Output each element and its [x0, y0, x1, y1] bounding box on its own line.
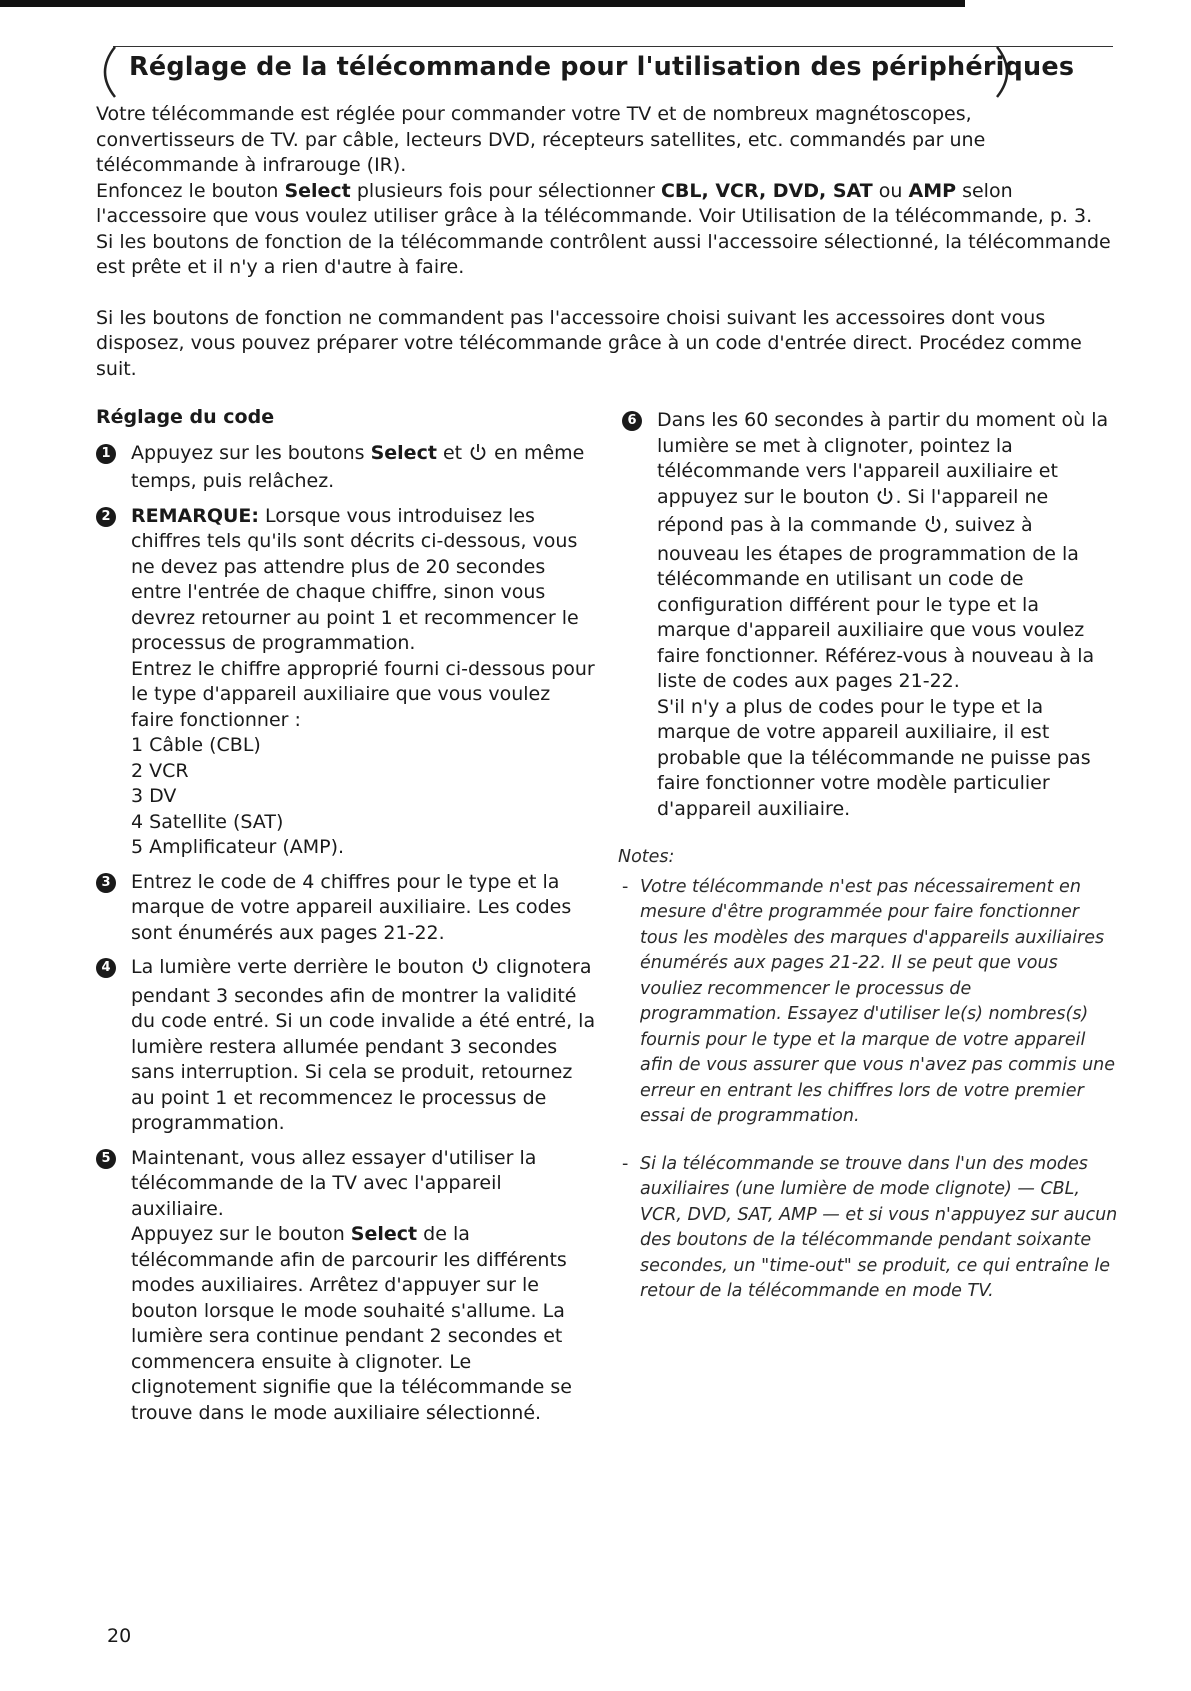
- power-icon: [468, 442, 488, 470]
- text-run: selon l'accessoire que vous voulez utiliser grâce à la télécommande. Voir Utilisation de la télécommande, p. 3.: [96, 179, 1093, 227]
- device-option: 2 VCR: [131, 759, 189, 782]
- step-5-text: Maintenant, vous allez essayer d'utiliser la télécommande de la TV avec l'appareil auxiliaire.: [131, 1146, 537, 1220]
- text-run: clignotera pendant 3 secondes afin de montrer la validité du code entré. Si un code invalide a été entré, la lumière restera allumée pendant 3 secondes sans interruption. Si cela se produit, retournez au point 1 et recommencez le processus de programmation.: [131, 956, 596, 1134]
- right-column: [622, 408, 1112, 831]
- top-rule: [0, 0, 965, 7]
- note-bullet: -: [622, 876, 629, 897]
- page-number: 20: [107, 1625, 132, 1647]
- intro-paragraph-1: Votre télécommande est réglée pour commander votre TV et de nombreux magnétoscopes, convertisseurs de TV. par câble, lecteurs DVD, récepteurs satellites, etc. commandés par une télécommande à infrarouge (IR).: [96, 103, 986, 176]
- step-number: 3: [96, 873, 116, 893]
- step-6: [622, 408, 1112, 822]
- section-title-box: [93, 44, 1113, 100]
- step-number: 5: [96, 1149, 116, 1169]
- text-run: , suivez à nouveau les étapes de programmation de la télécommande en utilisant un code de configuration différent pour le type et la marque d'appareil auxiliaire que vous voulez faire fonctionner. Référez-vous à nouveau à la liste de codes aux pages 21-22.: [657, 514, 1095, 692]
- notes-label: Notes:: [618, 847, 675, 867]
- step-4: [96, 955, 596, 1137]
- remark-label: REMARQUE:: [131, 504, 260, 527]
- text-run: Lorsque vous introduisez les chiffres tels qu'ils sont décrits ci-dessous, vous ne devez pas attendre plus de 20 secondes entre l'entrée de chaque chiffre, sinon vous devrez retourner au point 1 et recommencer le processus de programmation.: [131, 504, 579, 654]
- power-icon: [875, 486, 895, 514]
- select-button-ref: Select: [370, 441, 437, 464]
- intro-paragraph-2: [96, 179, 1116, 230]
- note-text: Votre télécommande n'est pas nécessairement en mesure d'être programmée pour faire fonctionner tous les modèles des marques d'appareils auxiliaires énumérés aux pages 21-22. Il se peut que vous vouliez recommencer le processus de programmation. Essayez d'utiliser le(s) nombres(s) fournis pour le type et la marque de votre appareil afin de vous assurer que vous n'avez pas commis une erreur en entrant les chiffres lors de votre premier essai de programmation.: [640, 876, 1116, 1126]
- power-icon: [470, 956, 490, 984]
- intro-paragraph-4: Si les boutons de fonction ne commandent pas l'accessoire choisi suivant les accessoires dont vous disposez, vous pouvez préparer votre télécommande grâce à un code d'entrée direct. Procédez comme suit.: [96, 306, 1082, 380]
- step-number: 1: [96, 444, 116, 464]
- select-button-ref: Select: [350, 1223, 418, 1245]
- left-column: [96, 405, 596, 1435]
- text-run: de la télécommande afin de parcourir les différents modes auxiliaires. Arrêtez d'appuyer sur le bouton lorsque le mode souhaité s'allume. La lumière sera continue pendant 2 secondes et commencera ensuite à clignoter. Le clignotement signifie que la télécommande se trouve dans le mode auxiliaire sélectionné.: [131, 1223, 572, 1424]
- intro-text: [96, 102, 1116, 382]
- amp-mode-ref: AMP: [908, 179, 957, 202]
- note-item: [618, 1152, 1118, 1305]
- text-run: Appuyez sur les boutons: [131, 441, 371, 464]
- step-6-followup: S'il n'y a plus de codes pour le type et la marque de votre appareil auxiliaire, il est probable que la télécommande ne puisse pas faire fonctionner votre modèle particulier d'appareil auxiliaire.: [657, 695, 1091, 820]
- text-run: Appuyez sur le bouton: [131, 1223, 351, 1245]
- text-run: plusieurs fois pour sélectionner: [350, 179, 661, 202]
- intro-paragraph-3: Si les boutons de fonction de la télécommande contrôlent aussi l'accessoire sélectionné, la télécommande est prête et il n'y a rien d'autre à faire.: [96, 230, 1111, 278]
- step-2-instruction: Entrez le chiffre approprié fourni ci-dessous pour le type d'appareil auxiliaire que vous voulez faire fonctionner :: [131, 657, 595, 731]
- step-5: [96, 1146, 596, 1427]
- text-run: et: [436, 441, 469, 464]
- section-heading: Réglage du code: [96, 406, 275, 428]
- step-2: [96, 504, 596, 861]
- text-run: La lumière verte derrière le bouton: [131, 956, 471, 978]
- text-run: ou: [872, 179, 909, 202]
- note-item: [618, 875, 1118, 1130]
- step-number: 6: [622, 411, 642, 431]
- step-number: 2: [96, 507, 116, 527]
- text-run: Enfoncez le bouton: [96, 179, 285, 202]
- power-icon: [923, 514, 943, 542]
- note-text: Si la télécommande se trouve dans l'un des modes auxiliaires (une lumière de mode clignote) — CBL, VCR, DVD, SAT, AMP — et si vous n'appuyez sur aucun des boutons de la télécommande pendant soixante secondes, un "time-out" se produit, ce qui entraîne le retour de la télécommande en mode TV.: [640, 1153, 1118, 1301]
- notes-section: [618, 845, 1118, 1327]
- mode-list-ref: CBL, VCR, DVD, SAT: [660, 179, 873, 202]
- device-option: 3 DV: [131, 785, 177, 807]
- note-bullet: -: [622, 1153, 629, 1174]
- text-run: . Si l'appareil ne répond pas à la commande: [657, 485, 1049, 536]
- text-run: en même temps, puis relâchez.: [131, 441, 585, 492]
- step-3-text: Entrez le code de 4 chiffres pour le type et la marque de votre appareil auxiliaire. Les codes sont énumérés aux pages 21-22.: [131, 870, 572, 944]
- page-title: Réglage de la télécommande pour l'utilisation des périphériques: [129, 52, 1075, 82]
- step-1: [96, 441, 596, 495]
- device-option: 5 Amplificateur (AMP).: [131, 836, 345, 858]
- select-button-ref: Select: [284, 179, 351, 202]
- text-run: Dans les 60 secondes à partir du moment où la lumière se met à clignoter, pointez la télécommande vers l'appareil auxiliaire et appuyez sur le bouton: [657, 409, 1109, 508]
- device-option: 1 Câble (CBL): [131, 734, 261, 756]
- device-option: 4 Satellite (SAT): [131, 810, 284, 833]
- step-3: [96, 870, 596, 947]
- step-number: 4: [96, 958, 116, 978]
